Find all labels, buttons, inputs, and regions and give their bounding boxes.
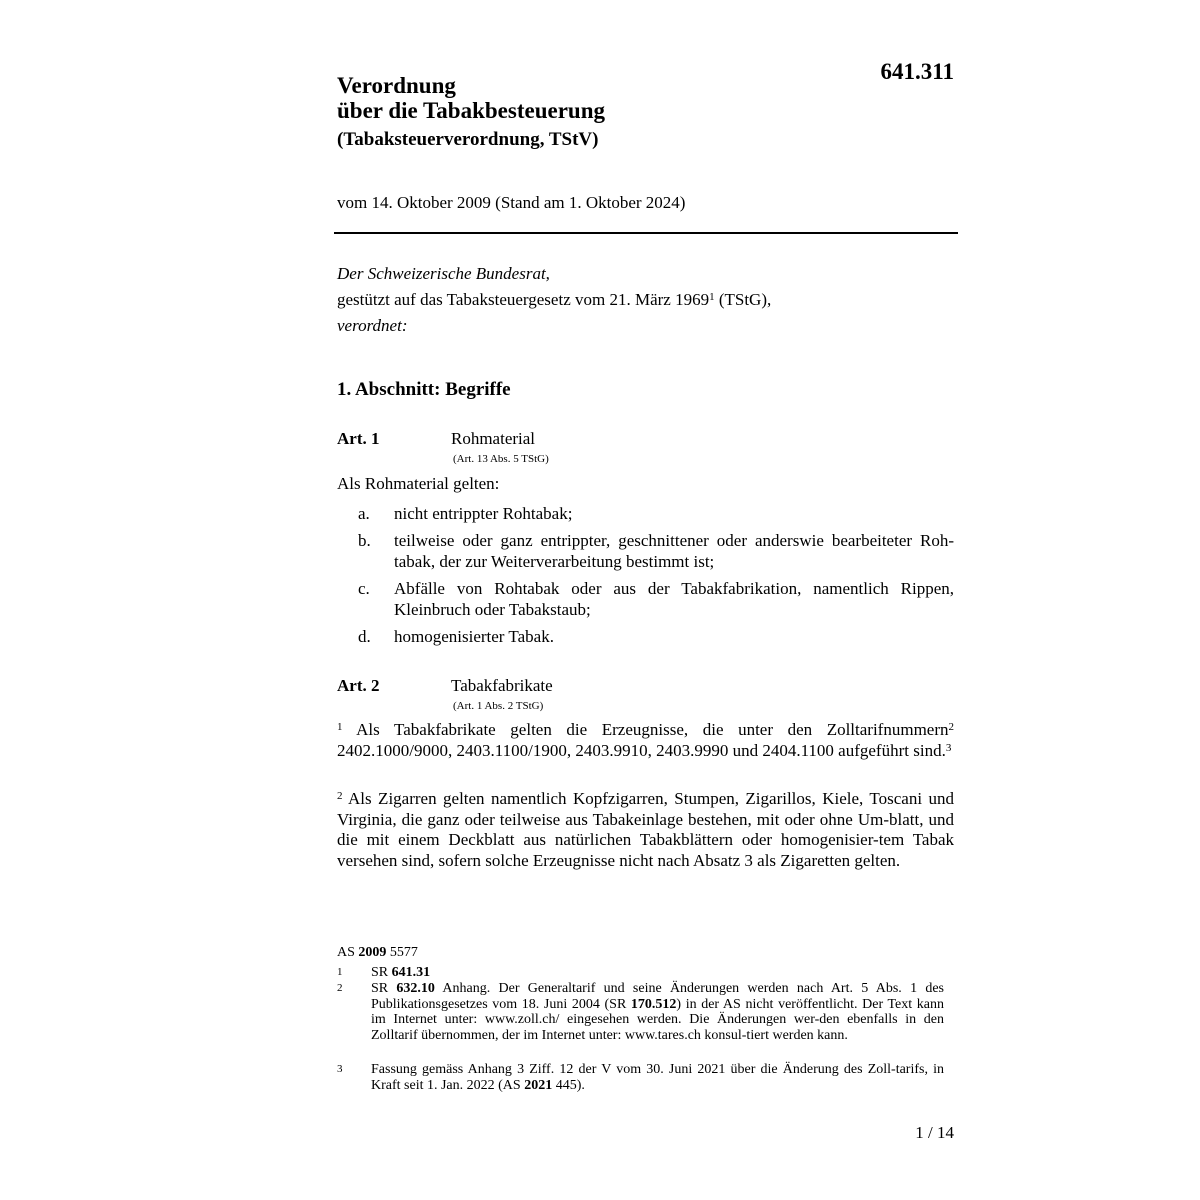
- footnote-2: [337, 981, 954, 1044]
- paragraph-number: 2: [337, 790, 343, 802]
- footnote-1: [337, 965, 954, 981]
- footnote-sr-number: 641.31: [391, 965, 431, 980]
- as-reference: [337, 945, 418, 961]
- footnote-text: [371, 981, 954, 1044]
- article-2-title: Tabakfabrikate: [451, 676, 553, 695]
- article-1-reference: (Art. 13 Abs. 5 TStG): [453, 453, 549, 465]
- list-item-letter: a.: [358, 504, 370, 523]
- footnote-prefix: Fassung gemäss Anhang 3 Ziff. 12 der V vom 30. Juni 2021 über die Änderung des Zoll-tarifs, in Kraft seit 1. Jan. 2022 (AS: [371, 1062, 944, 1093]
- paragraph-text: 2402.1000/9000, 2403.1100/1900, 2403.9910, 2403.9990 und 2404.1100 aufgeführt sind.: [337, 740, 946, 760]
- footnote-ref-2[interactable]: 2: [948, 721, 954, 733]
- list-item-letter: b.: [358, 531, 371, 550]
- page-number: 1 / 14: [915, 1123, 954, 1142]
- as-prefix: AS: [337, 945, 359, 960]
- article-1-intro: Als Rohmaterial gelten:: [337, 474, 500, 493]
- footnote-sr-number: 632.10: [396, 981, 435, 996]
- title-line-2: über die Tabakbesteuerung: [337, 98, 605, 123]
- date-line: vom 14. Oktober 2009 (Stand am 1. Oktober 2024): [337, 193, 686, 212]
- footnote-prefix: SR: [371, 981, 397, 996]
- list-item-letter: c.: [358, 579, 370, 598]
- list-item-text: teilweise oder ganz entrippter, geschnittener oder anderswie bearbeiteter Roh-tabak, der zur Weiterverarbeitung bestimmt ist;: [394, 531, 954, 571]
- footnote-number: 1: [337, 966, 343, 978]
- preamble-basis-text: gestützt auf das Tabaksteuergesetz vom 21. März 1969: [337, 290, 710, 309]
- paragraph-text: Als Tabakfabrikate gelten die Erzeugnisse, die unter den Zolltarifnummern: [342, 720, 949, 739]
- footnote-prefix: SR: [371, 965, 392, 980]
- article-2-paragraph-1: [337, 720, 954, 761]
- section-heading: 1. Abschnitt: Begriffe: [337, 379, 511, 400]
- list-item-text: homogenisierter Tabak.: [394, 627, 554, 646]
- article-1-title: Rohmaterial: [451, 429, 536, 448]
- as-year: 2009: [358, 945, 387, 960]
- list-item-letter: d.: [358, 627, 371, 646]
- paragraph-text: Als Zigarren gelten namentlich Kopfzigarren, Stumpen, Zigarillos, Kiele, Toscani und Virginia, die ganz oder teilweise aus Tabakeinlage bestehen, mit oder ohne Um-blatt, und die mit einem Deckblatt aus natürlichen Tabakblättern oder homogenisier-tem Tabak versehen sind, sofern solche Erzeugnisse nicht nach Absatz 3 als Zigaretten gelten.: [337, 789, 954, 870]
- paragraph-number: 1: [337, 721, 343, 733]
- list-item-text: Abfälle von Rohtabak oder aus der Tabakfabrikation, namentlich Rippen, Kleinbruch oder Tabakstaub;: [394, 579, 954, 619]
- footnote-rest: ) in der AS nicht veröffentlicht. Der Text kann im Internet unter: www.zoll.ch/ eingesehen werden. Die Änderungen wer-den ebenfalls in den Zolltarif übernommen, der im Internet unter: www.tares.ch konsul-tiert werden kann.: [371, 996, 944, 1044]
- list-item: [337, 579, 954, 620]
- article-2-paragraph-2: [337, 789, 954, 871]
- footnote-sr-number: 170.512: [630, 996, 677, 1012]
- list-item: [337, 504, 954, 525]
- sr-number: 641.311: [880, 59, 954, 84]
- footnote-number: 3: [337, 1063, 343, 1075]
- article-1-number: Art. 1: [337, 429, 380, 448]
- preamble-basis: [337, 290, 771, 311]
- footnote-ref-1[interactable]: 1: [709, 291, 715, 303]
- preamble-basis-suffix: (TStG),: [714, 290, 772, 309]
- title-line-1: Verordnung: [337, 73, 456, 98]
- subtitle: (Tabaksteuerverordnung, TStV): [337, 129, 599, 150]
- list-item-text: nicht entrippter Rohtabak;: [394, 504, 573, 523]
- footnote-text: [371, 965, 954, 981]
- footnote-rest: 445).: [552, 1077, 585, 1093]
- footnote-rest: Anhang. Der Generaltarif und seine Änderungen werden nach Art. 5 Abs. 1 des Publikationsgesetzes vom 18. Juni 2004 (SR: [371, 981, 945, 1012]
- preamble-decree: verordnet:: [337, 316, 408, 335]
- footnote-number: 2: [337, 982, 343, 994]
- footnote-text: [371, 1062, 954, 1093]
- horizontal-rule: [334, 232, 958, 234]
- as-page: 5577: [386, 945, 418, 960]
- article-2-number: Art. 2: [337, 676, 380, 695]
- footnote-as-year: 2021: [524, 1077, 553, 1093]
- list-item: [337, 627, 954, 648]
- footnote-ref-3[interactable]: 3: [945, 741, 952, 754]
- article-2-reference: (Art. 1 Abs. 2 TStG): [453, 700, 544, 712]
- preamble-authority: Der Schweizerische Bundesrat,: [337, 264, 550, 283]
- list-item: [337, 531, 954, 572]
- footnote-3: [337, 1062, 954, 1093]
